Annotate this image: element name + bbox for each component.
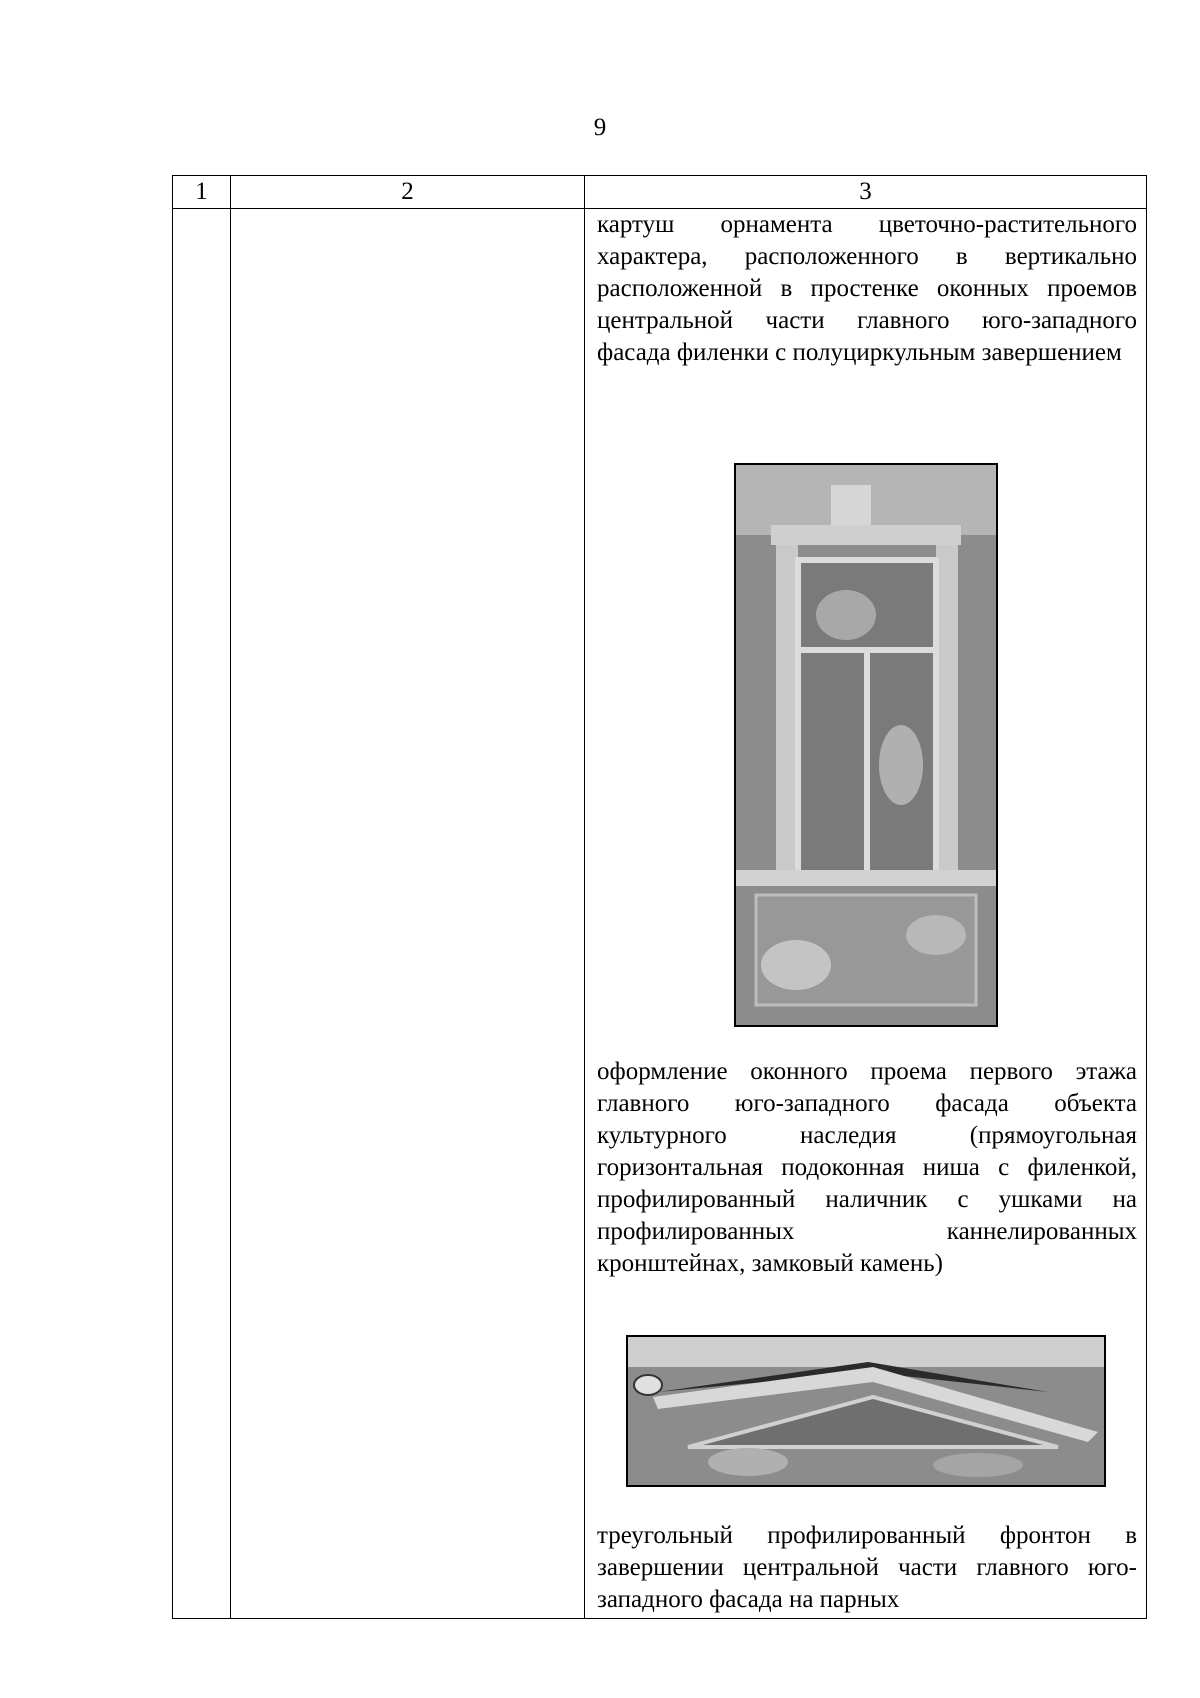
column-header-3: 3 bbox=[585, 176, 1147, 209]
page-number: 9 bbox=[593, 114, 607, 141]
cell-col2 bbox=[231, 209, 585, 1619]
table-row bbox=[173, 209, 1147, 1619]
description-window-frame: оформление оконного проема первого этажа главного юго-западного фасада объекта культурного наследия (прямоугольная горизонтальная подоконная ниша с филенкой, профилированный наличник с ушками на профилированных каннелированных кронштейнах, замковый камень) bbox=[597, 1058, 1137, 1277]
triangular-pediment-photo bbox=[626, 1335, 1106, 1487]
description-pediment: треугольный профилированный фронтон в завершении центральной части главного юго-западного фасада на парных bbox=[597, 1522, 1137, 1613]
window-photo-image bbox=[736, 465, 996, 1025]
pediment-photo-image bbox=[628, 1337, 1104, 1485]
window-opening-photo bbox=[734, 463, 998, 1027]
heritage-elements-table bbox=[172, 175, 1147, 1619]
column-header-1: 1 bbox=[173, 176, 231, 209]
cell-col1 bbox=[173, 209, 231, 1619]
cell-col3 bbox=[585, 209, 1147, 1619]
description-cartouche: картуш орнамента цветочно-растительного характера, расположенного в вертикально расположенной в простенке оконных проемов центральной части главного юго-западного фасада филенки с полуциркульным завершением bbox=[597, 211, 1137, 366]
column-header-2: 2 bbox=[231, 176, 585, 209]
table-header-row bbox=[173, 176, 1147, 209]
